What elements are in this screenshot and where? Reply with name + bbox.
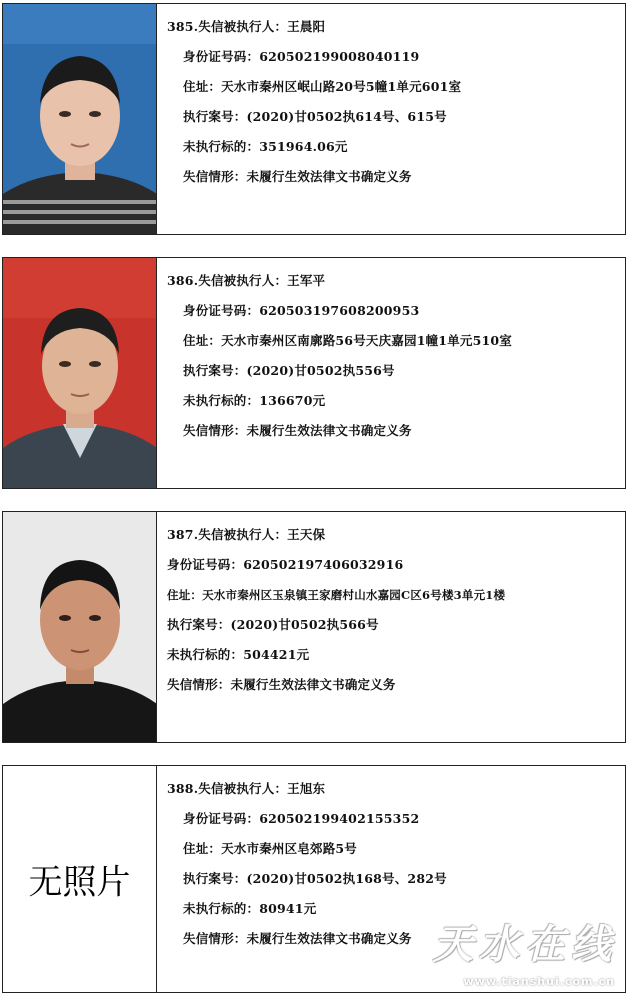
id-value: 620503197608200953 — [259, 303, 420, 318]
reason-value: 未履行生效法律文书确定义务 — [246, 423, 412, 438]
address-row — [167, 326, 619, 356]
reason-label: 失信情形： — [183, 169, 247, 184]
person-info — [167, 266, 619, 446]
reason-value: 未履行生效法律文书确定义务 — [230, 677, 396, 692]
case-value: (2020)甘0502执556号 — [246, 363, 395, 378]
address-label: 住址： — [183, 841, 222, 856]
amount-label: 未执行标的： — [167, 647, 244, 662]
person-card — [2, 3, 626, 235]
entry-title: 385.失信被执行人：王晨阳 — [167, 19, 326, 34]
amount-label: 未执行标的： — [183, 393, 260, 408]
amount-value: 351964.06元 — [259, 139, 348, 154]
entry-title: 387.失信被执行人：王天保 — [167, 527, 326, 542]
id-number-row — [167, 296, 619, 326]
person-photo — [3, 512, 157, 742]
person-photo — [3, 4, 157, 234]
portrait-image — [3, 4, 157, 234]
case-number-row — [167, 102, 619, 132]
address-label: 住址： — [183, 333, 222, 348]
person-card — [2, 765, 626, 993]
amount-row — [167, 640, 619, 670]
id-label: 身份证号码： — [167, 557, 244, 572]
person-info — [167, 12, 619, 192]
id-label: 身份证号码： — [183, 49, 260, 64]
person-card — [2, 257, 626, 489]
person-photo — [3, 258, 157, 488]
person-photo — [3, 766, 157, 992]
entry-title: 386.失信被执行人：王军平 — [167, 273, 326, 288]
address-row — [167, 580, 619, 610]
id-value: 620502197406032916 — [243, 557, 404, 572]
case-label: 执行案号： — [183, 363, 247, 378]
id-value: 620502199402155352 — [259, 811, 420, 826]
case-label: 执行案号： — [183, 109, 247, 124]
case-value: (2020)甘0502执168号、282号 — [246, 871, 447, 886]
reason-label: 失信情形： — [183, 423, 247, 438]
address-label: 住址： — [183, 79, 222, 94]
case-value: (2020)甘0502执566号 — [230, 617, 379, 632]
entry-title: 388.失信被执行人：王旭东 — [167, 781, 326, 796]
case-label: 执行案号： — [183, 871, 247, 886]
person-card — [2, 511, 626, 743]
portrait-image — [3, 258, 157, 488]
amount-label: 未执行标的： — [183, 139, 260, 154]
id-number-row — [167, 550, 619, 580]
id-label: 身份证号码： — [183, 811, 260, 826]
reason-value: 未履行生效法律文书确定义务 — [246, 931, 412, 946]
amount-value: 504421元 — [243, 647, 310, 662]
person-info — [167, 520, 619, 700]
reason-row — [167, 162, 619, 192]
case-label: 执行案号： — [167, 617, 231, 632]
amount-label: 未执行标的： — [183, 901, 260, 916]
portrait-image — [3, 512, 157, 742]
site-watermark-url: www.tianshui.com.cn — [463, 975, 615, 988]
address-value: 天水市秦州区岷山路20号5幢1单元601室 — [221, 79, 462, 94]
address-row — [167, 72, 619, 102]
reason-row — [167, 670, 619, 700]
address-value: 天水市秦州区南廓路56号天庆嘉园1幢1单元510室 — [221, 333, 512, 348]
id-label: 身份证号码： — [183, 303, 260, 318]
case-number-row — [167, 864, 619, 894]
amount-value: 136670元 — [259, 393, 326, 408]
address-value: 天水市秦州区皂郊路5号 — [221, 841, 358, 856]
case-number-row — [167, 610, 619, 640]
address-value: 天水市秦州区玉泉镇王家磨村山水嘉园C区6号楼3单元1楼 — [202, 588, 506, 602]
id-number-row — [167, 804, 619, 834]
reason-row — [167, 416, 619, 446]
reason-label: 失信情形： — [167, 677, 231, 692]
no-photo-text: 无照片 — [28, 862, 131, 903]
address-row — [167, 834, 619, 864]
id-number-row — [167, 42, 619, 72]
id-value: 620502199008040119 — [259, 49, 420, 64]
case-number-row — [167, 356, 619, 386]
site-watermark: 天水在线 — [433, 922, 617, 968]
case-value: (2020)甘0502执614号、615号 — [246, 109, 447, 124]
reason-label: 失信情形： — [183, 931, 247, 946]
amount-value: 80941元 — [259, 901, 317, 916]
reason-value: 未履行生效法律文书确定义务 — [246, 169, 412, 184]
amount-row — [167, 132, 619, 162]
amount-row — [167, 386, 619, 416]
address-label: 住址： — [167, 588, 203, 602]
